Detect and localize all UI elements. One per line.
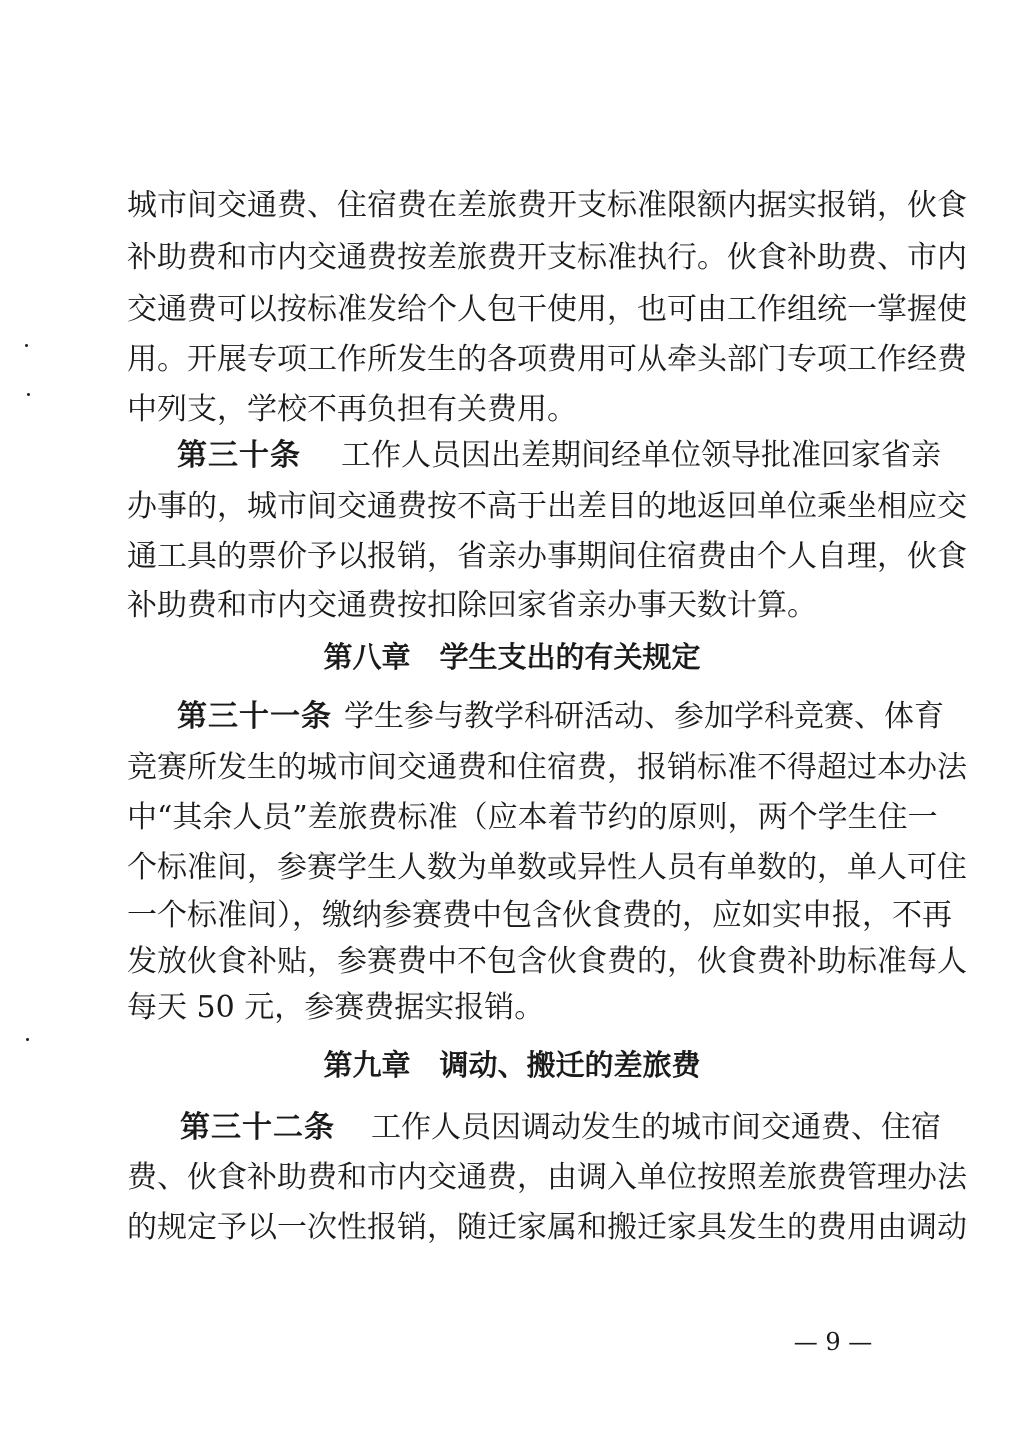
article-32-number: 第三十二条	[180, 1110, 335, 1145]
scan-speck	[26, 1038, 29, 1041]
text-line: 补助费和市内交通费按扣除回家省亲办事天数计算。	[127, 588, 817, 623]
text-line: 工作人员因调动发生的城市间交通费、住宿	[371, 1110, 941, 1145]
text-line: 补助费和市内交通费按差旅费开支标准执行。伙食补助费、市内	[127, 240, 967, 275]
scan-speck	[25, 344, 28, 347]
text-line: 通工具的票价予以报销，省亲办事期间住宿费由个人自理，伙食	[127, 539, 967, 574]
text-line: 每天 50 元，参赛费据实报销。	[127, 990, 545, 1025]
text-line: 学生参与教学科研活动、参加学科竞赛、体育	[344, 699, 944, 734]
text-line: 费、伙食补助费和市内交通费，由调入单位按照差旅费管理办法	[127, 1160, 967, 1195]
text-line: 竞赛所发生的城市间交通费和住宿费，报销标准不得超过本办法	[127, 750, 967, 785]
text-line: 中列支，学校不再负担有关费用。	[127, 392, 577, 427]
text-line: 一个标准间），缴纳参赛费中包含伙食费的，应如实申报，不再	[127, 898, 952, 933]
article-30-first-line	[177, 436, 941, 476]
text-line: 发放伙食补贴，参赛费中不包含伙食费的，伙食费补助标准每人	[127, 944, 967, 979]
text-line: 用。开展专项工作所发生的各项费用可从牵头部门专项工作经费	[127, 342, 967, 377]
text-line: 中“其余人员”差旅费标准（应本着节约的原则，两个学生住一	[127, 800, 938, 835]
text-line: 办事的，城市间交通费按不高于出差目的地返回单位乘坐相应交	[127, 489, 967, 524]
page-number: — 9 —	[793, 1328, 873, 1356]
text-line: 交通费可以按标准发给个人包干使用，也可由工作组统一掌握使	[127, 292, 967, 327]
chapter-heading: 第八章 学生支出的有关规定	[323, 640, 701, 674]
article-31-first-line	[177, 697, 944, 737]
text-line: 的规定予以一次性报销，随迁家属和搬迁家具发生的费用由调动	[127, 1210, 967, 1245]
article-30-number: 第三十条	[177, 438, 301, 473]
scan-speck	[27, 393, 30, 396]
text-line: 工作人员因出差期间经单位领导批准回家省亲	[341, 438, 941, 473]
text-line: 个标准间，参赛学生人数为单数或异性人员有单数的，单人可住	[127, 850, 967, 885]
text-line: 城市间交通费、住宿费在差旅费开支标准限额内据实报销，伙食	[127, 188, 967, 223]
chapter-heading: 第九章 调动、搬迁的差旅费	[323, 1048, 701, 1082]
article-32-first-line	[180, 1108, 941, 1148]
article-31-number: 第三十一条	[177, 699, 332, 734]
